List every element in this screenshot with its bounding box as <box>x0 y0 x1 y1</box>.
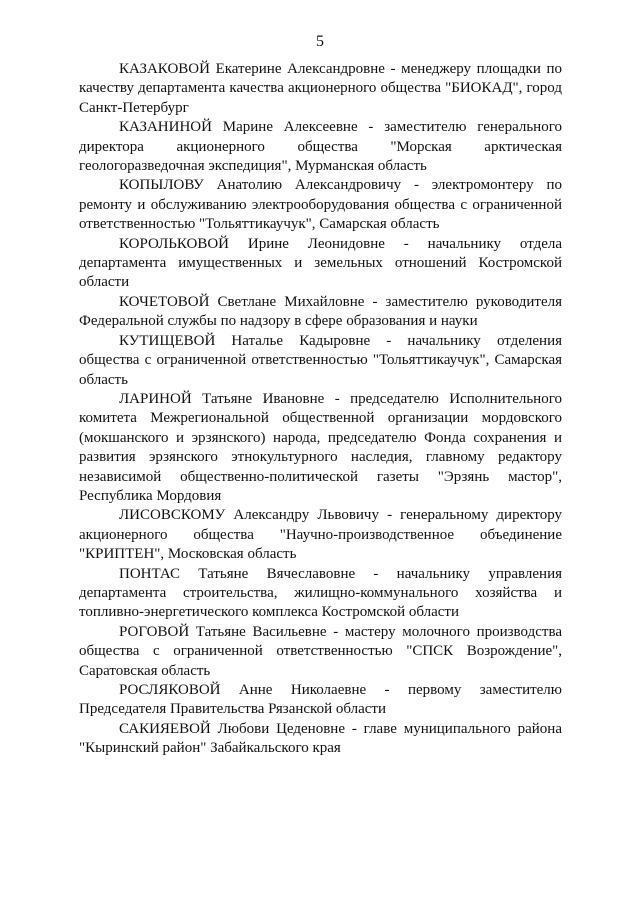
award-entry: КОЧЕТОВОЙ Светлане Михайловне - заместителю руководителя Федеральной службы по надзору в сфере образования и науки <box>79 293 562 330</box>
award-entry: КУТИЩЕВОЙ Наталье Кадыровне - начальнику отделения общества с ограниченной ответственностью "Тольяттикаучук", Самарская область <box>79 332 562 388</box>
award-entry: РОСЛЯКОВОЙ Анне Николаевне - первому заместителю Председателя Правительства Рязанской области <box>79 682 562 718</box>
page-number: 5 <box>316 33 324 50</box>
award-entry: КОПЫЛОВУ Анатолию Александровичу - электромонтеру по ремонту и обслуживанию электрооборудования общества с ограниченной ответственностью "Тольяттикаучук", Самарская область <box>79 177 562 233</box>
award-entry: РОГОВОЙ Татьяне Васильевне - мастеру молочного производства общества с ограниченной ответственностью "СПСК Возрождение", Саратовская область <box>79 623 562 679</box>
award-entry: САКИЯЕВОЙ Любови Цеденовне - главе муниципального района "Кыринский район" Забайкальского края <box>79 720 562 757</box>
award-entry: ПОНТАС Татьяне Вячеславовне - начальнику управления департамента строительства, жилищно-коммунального хозяйства и топливно-энергетического комплекса Костромской области <box>79 565 562 621</box>
award-list <box>79 60 562 759</box>
award-entry: КОРОЛЬКОВОЙ Ирине Леонидовне - начальнику отдела департамента имущественных и земельных отношений Костромской области <box>79 235 562 291</box>
award-entry: ЛИСОВСКОМУ Александру Львовичу - генеральному директору акционерного общества "Научно-производственное объединение "КРИПТЕН", Московская область <box>79 507 562 563</box>
award-entry: КАЗАКОВОЙ Екатерине Александровне - менеджеру площадки по качеству департамента качества акционерного общества "БИОКАД", город Санкт-Петербург <box>79 61 562 116</box>
award-entry: КАЗАНИНОЙ Марине Алексеевне - заместителю генерального директора акционерного общества "Морская арктическая геологоразведочная экспедиция", Мурманская область <box>79 119 562 175</box>
award-entry: ЛАРИНОЙ Татьяне Ивановне - председателю Исполнительного комитета Межрегиональной общественной организации мордовского (мокшанского и эрзянского) народа, председателю Фонда сохранения и развития эрзянского этнокультурного наследия, главному редактору независимой общественно-политической газеты "Эрзянь мастор", Республика Мордовия <box>79 390 562 504</box>
